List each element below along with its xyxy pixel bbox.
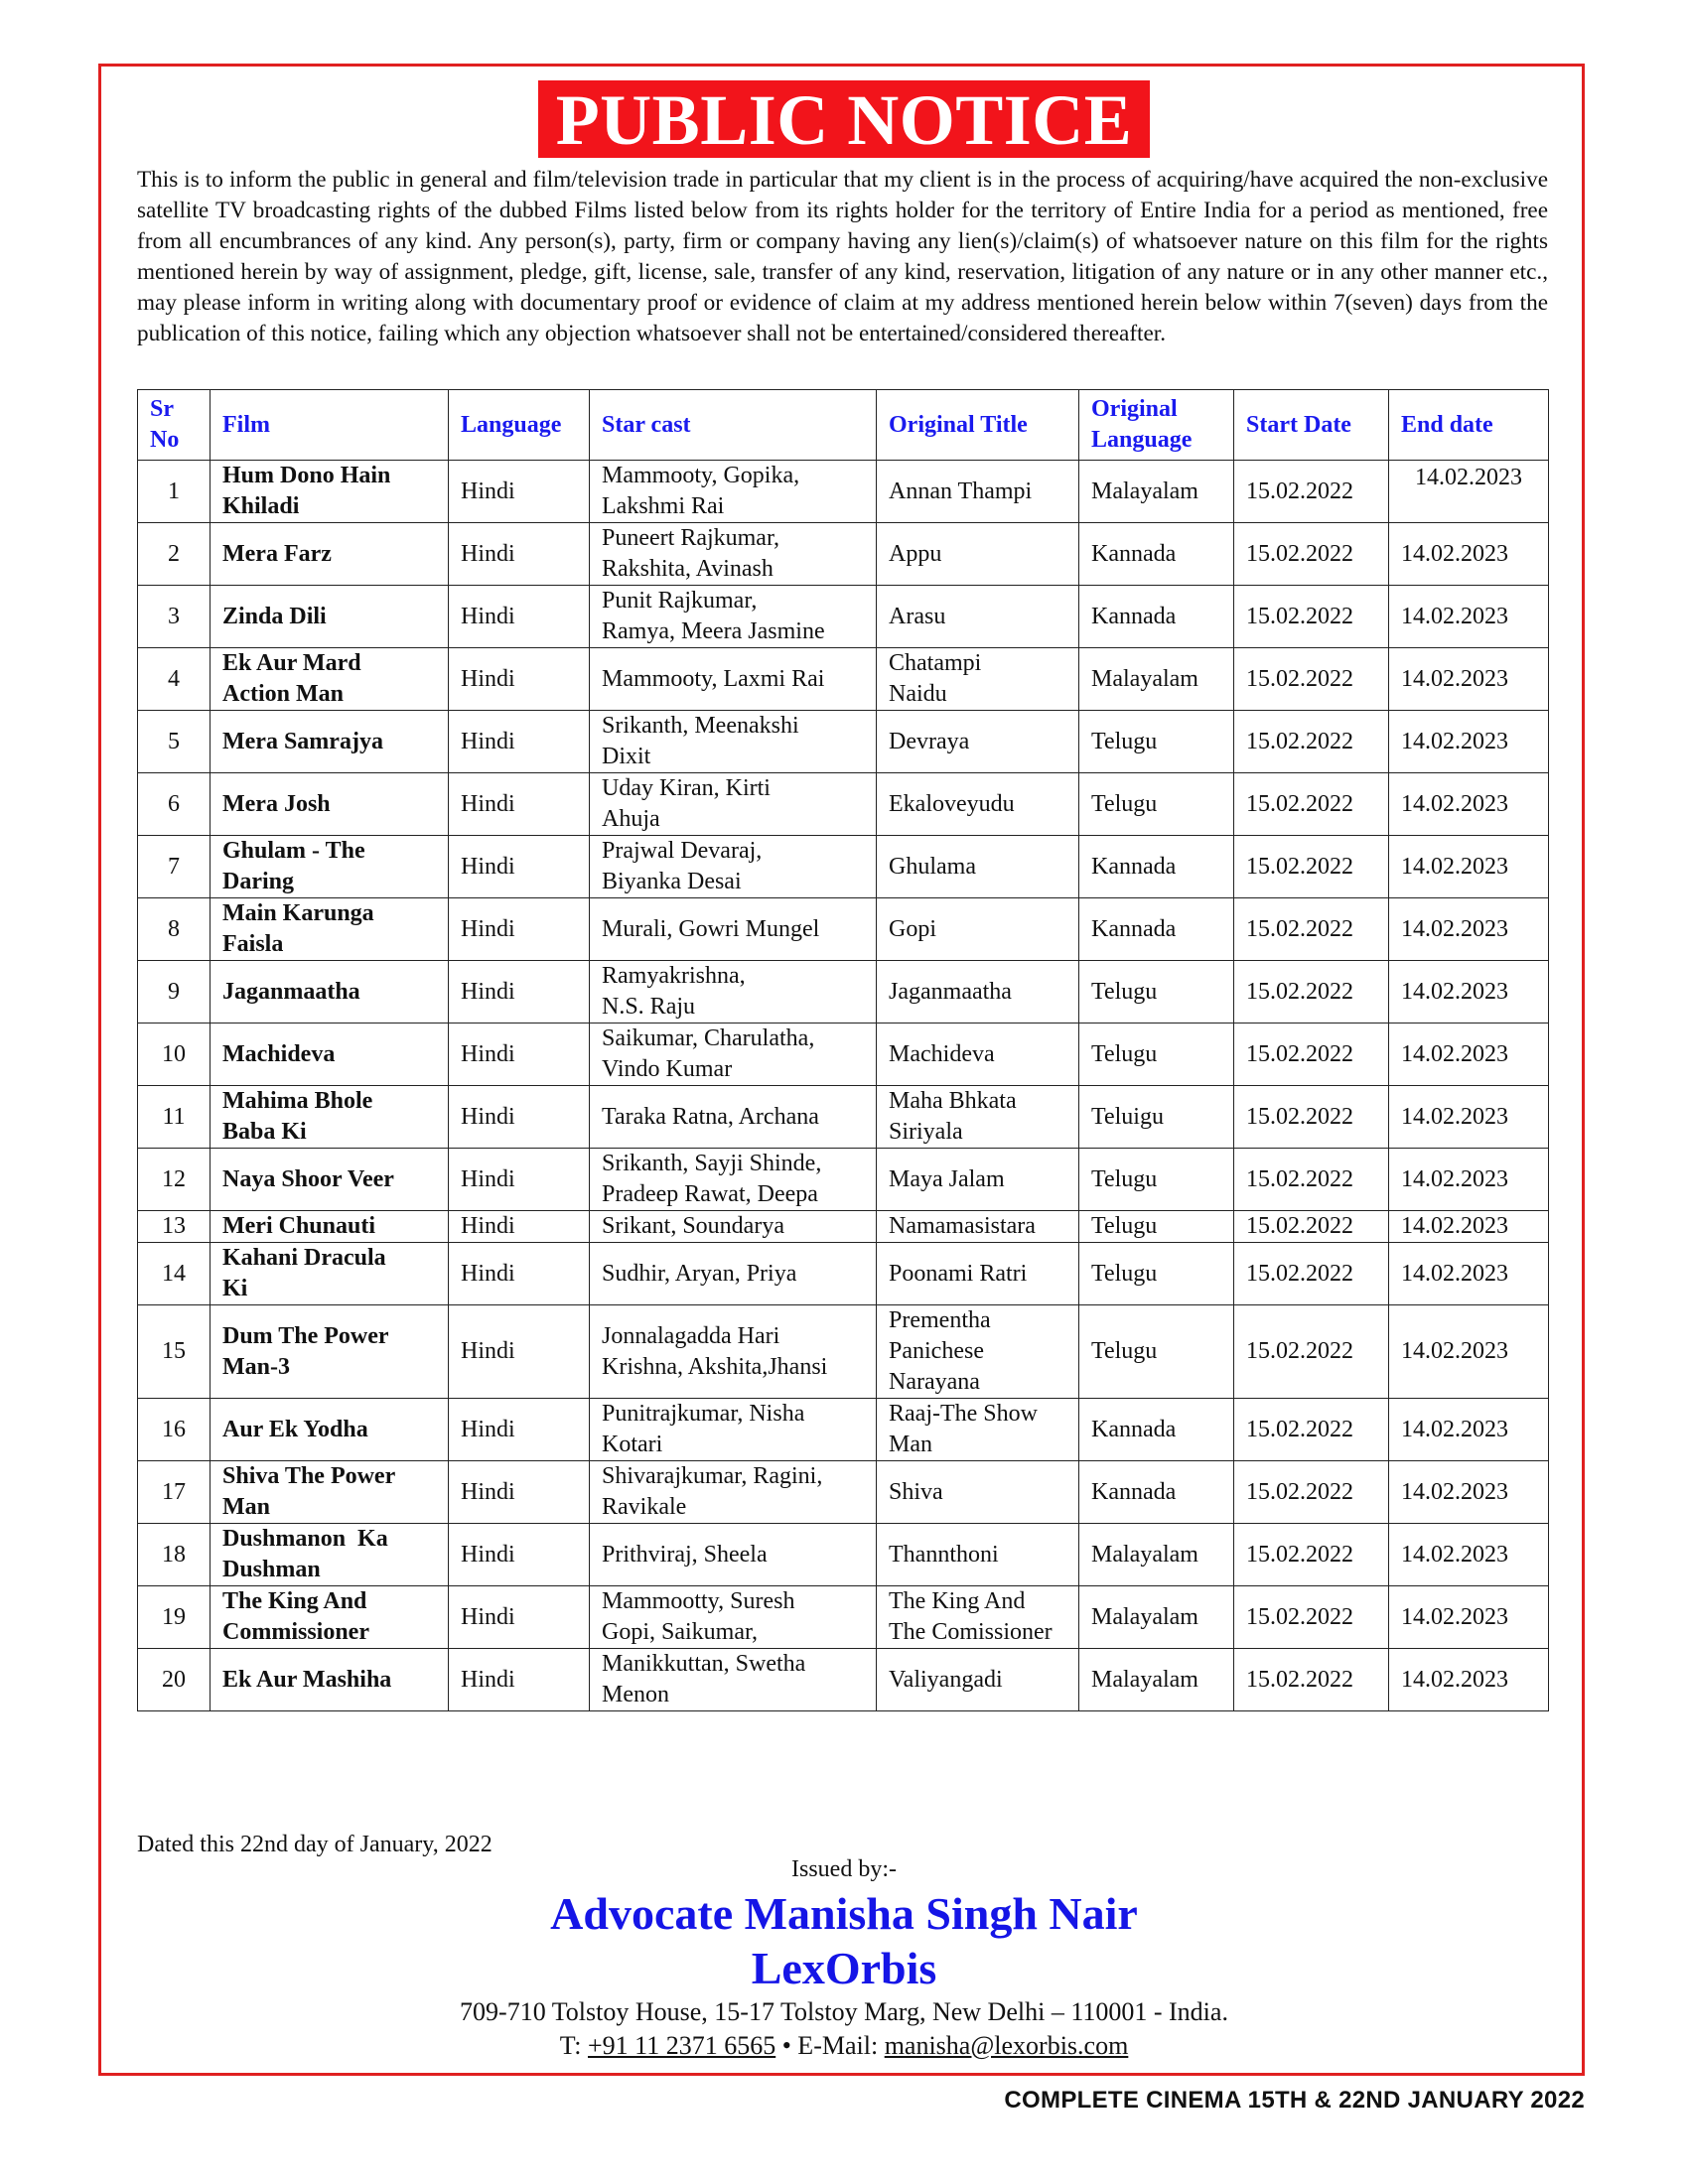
cell-line: Ek Aur Mashiha bbox=[222, 1666, 392, 1693]
table-row bbox=[138, 1149, 1549, 1211]
cell-sr: 10 bbox=[138, 1024, 211, 1086]
cell-star-cast bbox=[590, 461, 877, 523]
header-language: Language bbox=[449, 390, 590, 461]
notice-intro: This is to inform the public in general and film/television trade in particular that my client is in the process of acquiring/have acquired the non-exclusive satellite TV broadcasting rights of the dubbed Films listed below from its rights holder for the territory of Entire India for a period as mentioned, free from all encumbrances of any kind. Any person(s), party, firm or company having any lien(s)/claim(s) of whatsoever nature on this film for the rights mentioned herein by way of assignment, pledge, gift, license, sale, transfer of any kind, reservation, litigation of any nature or in any other manner etc., may please inform in writing along with documentary proof or evidence of claim at my address mentioned herein below within 7(seven) days from the publication of this notice, failing which any objection whatsoever shall not be entertained/considered thereafter. bbox=[137, 167, 1548, 346]
cell-line: Maha Bhkata bbox=[889, 1088, 1017, 1114]
cell-line: Dum The Power bbox=[222, 1322, 389, 1349]
cell-line: Valiyangadi bbox=[889, 1666, 1003, 1693]
email-link[interactable]: manisha@lexorbis.com bbox=[884, 2031, 1129, 2060]
cell-film bbox=[211, 586, 449, 648]
cell-sr: 18 bbox=[138, 1524, 211, 1586]
cell-line: Ravikale bbox=[602, 1494, 687, 1520]
cell-star-cast bbox=[590, 1149, 877, 1211]
header-original-title: Original Title bbox=[877, 390, 1079, 461]
cell-line: Narayana bbox=[889, 1369, 980, 1395]
cell-original-title bbox=[877, 961, 1079, 1024]
cell-line: Panichese bbox=[889, 1338, 984, 1364]
cell-original-language: Telugu bbox=[1079, 1243, 1234, 1305]
cell-line: Krishna, Akshita,Jhansi bbox=[602, 1353, 828, 1380]
cell-line: Sudhir, Aryan, Priya bbox=[602, 1260, 797, 1287]
cell-original-language: Kannada bbox=[1079, 898, 1234, 961]
cell-film bbox=[211, 523, 449, 586]
header-film: Film bbox=[211, 390, 449, 461]
cell-line: Mera Farz bbox=[222, 540, 332, 567]
cell-line: Aur Ek Yodha bbox=[222, 1416, 368, 1442]
cell-end-date: 14.02.2023 bbox=[1389, 1524, 1549, 1586]
cell-original-language: Telugu bbox=[1079, 1211, 1234, 1243]
cell-sr: 17 bbox=[138, 1461, 211, 1524]
table-row bbox=[138, 1086, 1549, 1149]
cell-original-title bbox=[877, 1149, 1079, 1211]
cell-line: Manikkuttan, Swetha bbox=[602, 1651, 806, 1677]
cell-sr: 9 bbox=[138, 961, 211, 1024]
cell-original-title bbox=[877, 1086, 1079, 1149]
title-wrap bbox=[0, 80, 1688, 158]
cell-star-cast bbox=[590, 523, 877, 586]
cell-film bbox=[211, 1399, 449, 1461]
cell-original-title bbox=[877, 1305, 1079, 1399]
cell-original-title bbox=[877, 1586, 1079, 1649]
cell-original-language: Kannada bbox=[1079, 1399, 1234, 1461]
cell-end-date: 14.02.2023 bbox=[1389, 586, 1549, 648]
cell-line: Mammooty, Laxmi Rai bbox=[602, 665, 825, 692]
cell-star-cast bbox=[590, 961, 877, 1024]
cell-original-title bbox=[877, 523, 1079, 586]
cell-start-date: 15.02.2022 bbox=[1234, 836, 1389, 898]
cell-line: Punit Rajkumar, bbox=[602, 588, 758, 614]
firm-name: LexOrbis bbox=[751, 1943, 937, 1993]
cell-line: Jaganmaatha bbox=[222, 978, 360, 1005]
cell-language: Hindi bbox=[449, 523, 590, 586]
cell-end-date: 14.02.2023 bbox=[1389, 1461, 1549, 1524]
cell-star-cast bbox=[590, 1461, 877, 1524]
cell-start-date: 15.02.2022 bbox=[1234, 1305, 1389, 1399]
cell-start-date: 15.02.2022 bbox=[1234, 961, 1389, 1024]
cell-film bbox=[211, 711, 449, 773]
table-row bbox=[138, 1243, 1549, 1305]
cell-sr: 15 bbox=[138, 1305, 211, 1399]
cell-end-date: 14.02.2023 bbox=[1389, 1649, 1549, 1711]
cell-original-language: Telugu bbox=[1079, 1024, 1234, 1086]
cell-line: Man bbox=[222, 1494, 270, 1520]
cell-film bbox=[211, 1461, 449, 1524]
cell-line: Kotari bbox=[602, 1432, 663, 1457]
cell-star-cast bbox=[590, 773, 877, 836]
cell-line: Mammooty, Gopika, bbox=[602, 463, 800, 488]
cell-line: Shivarajkumar, Ragini, bbox=[602, 1463, 823, 1489]
cell-line: Gopi, Saikumar, bbox=[602, 1619, 759, 1645]
cell-line: The King And bbox=[889, 1588, 1026, 1614]
cell-language: Hindi bbox=[449, 1524, 590, 1586]
cell-language: Hindi bbox=[449, 1649, 590, 1711]
cell-end-date: 14.02.2023 bbox=[1389, 773, 1549, 836]
cell-film bbox=[211, 648, 449, 711]
cell-line: The King And bbox=[222, 1588, 367, 1614]
table-row bbox=[138, 648, 1549, 711]
cell-original-title bbox=[877, 773, 1079, 836]
cell-sr: 2 bbox=[138, 523, 211, 586]
cell-line: Khiladi bbox=[222, 493, 300, 519]
cell-line: Poonami Ratri bbox=[889, 1260, 1028, 1287]
cell-line: Kahani Dracula bbox=[222, 1245, 386, 1271]
cell-line: Shiva The Power bbox=[222, 1463, 396, 1489]
cell-star-cast bbox=[590, 711, 877, 773]
header-end-date: End date bbox=[1389, 390, 1549, 461]
cell-start-date: 15.02.2022 bbox=[1234, 523, 1389, 586]
cell-end-date: 14.02.2023 bbox=[1389, 961, 1549, 1024]
cell-sr: 13 bbox=[138, 1211, 211, 1243]
cell-end-date: 14.02.2023 bbox=[1389, 1024, 1549, 1086]
cell-end-date: 14.02.2023 bbox=[1389, 1305, 1549, 1399]
cell-original-title bbox=[877, 1461, 1079, 1524]
cell-end-date: 14.02.2023 bbox=[1389, 1243, 1549, 1305]
cell-language: Hindi bbox=[449, 1024, 590, 1086]
cell-sr: 11 bbox=[138, 1086, 211, 1149]
cell-film bbox=[211, 1086, 449, 1149]
cell-line: Srikanth, Meenakshi bbox=[602, 713, 799, 739]
cell-film bbox=[211, 773, 449, 836]
cell-line: Prementha bbox=[889, 1307, 991, 1333]
cell-line: Chatampi bbox=[889, 650, 982, 676]
cell-sr: 5 bbox=[138, 711, 211, 773]
cell-original-title bbox=[877, 1211, 1079, 1243]
cell-line: Main Karunga bbox=[222, 900, 374, 926]
table-row bbox=[138, 773, 1549, 836]
cell-original-language: Teluigu bbox=[1079, 1086, 1234, 1149]
cell-line: Raaj-The Show bbox=[889, 1401, 1038, 1427]
cell-original-title bbox=[877, 1024, 1079, 1086]
cell-original-language: Malayalam bbox=[1079, 648, 1234, 711]
table-row bbox=[138, 1399, 1549, 1461]
cell-end-date: 14.02.2023 bbox=[1389, 523, 1549, 586]
cell-line: Ekaloveyudu bbox=[889, 790, 1015, 817]
cell-line: Annan Thampi bbox=[889, 478, 1033, 504]
cell-original-language: Kannada bbox=[1079, 586, 1234, 648]
cell-original-language: Malayalam bbox=[1079, 1524, 1234, 1586]
header-sr: Sr No bbox=[138, 390, 211, 461]
table-row bbox=[138, 1024, 1549, 1086]
cell-original-title bbox=[877, 586, 1079, 648]
cell-language: Hindi bbox=[449, 1586, 590, 1649]
cell-language: Hindi bbox=[449, 461, 590, 523]
table-row bbox=[138, 1211, 1549, 1243]
cell-line: Prajwal Devaraj, bbox=[602, 838, 763, 864]
cell-line: Ahuja bbox=[602, 806, 660, 832]
cell-language: Hindi bbox=[449, 1149, 590, 1211]
cell-language: Hindi bbox=[449, 961, 590, 1024]
cell-star-cast bbox=[590, 1649, 877, 1711]
cell-star-cast bbox=[590, 1024, 877, 1086]
cell-star-cast bbox=[590, 1524, 877, 1586]
cell-star-cast bbox=[590, 1305, 877, 1399]
cell-film bbox=[211, 1211, 449, 1243]
cell-film bbox=[211, 1149, 449, 1211]
dated-line: Dated this 22nd day of January, 2022 bbox=[137, 1832, 492, 1857]
cell-sr: 6 bbox=[138, 773, 211, 836]
cell-start-date: 15.02.2022 bbox=[1234, 1243, 1389, 1305]
cell-star-cast bbox=[590, 648, 877, 711]
cell-line: Ki bbox=[222, 1276, 248, 1301]
cell-start-date: 15.02.2022 bbox=[1234, 1086, 1389, 1149]
cell-line: Baba Ki bbox=[222, 1119, 307, 1145]
cell-line: Jaganmaatha bbox=[889, 978, 1012, 1005]
cell-sr: 8 bbox=[138, 898, 211, 961]
cell-film bbox=[211, 461, 449, 523]
cell-start-date: 15.02.2022 bbox=[1234, 1586, 1389, 1649]
table-row bbox=[138, 898, 1549, 961]
cell-star-cast bbox=[590, 1086, 877, 1149]
cell-original-title bbox=[877, 648, 1079, 711]
table-row bbox=[138, 961, 1549, 1024]
cell-star-cast bbox=[590, 586, 877, 648]
cell-line: N.S. Raju bbox=[602, 994, 696, 1020]
cell-line: The Comissioner bbox=[889, 1619, 1053, 1645]
cell-star-cast bbox=[590, 898, 877, 961]
cell-start-date: 15.02.2022 bbox=[1234, 648, 1389, 711]
cell-line: Dixit bbox=[602, 744, 651, 769]
cell-line: Prithviraj, Sheela bbox=[602, 1541, 768, 1568]
films-table bbox=[137, 389, 1549, 1711]
cell-start-date: 15.02.2022 bbox=[1234, 1461, 1389, 1524]
cell-start-date: 15.02.2022 bbox=[1234, 898, 1389, 961]
cell-start-date: 15.02.2022 bbox=[1234, 1149, 1389, 1211]
cell-line: Murali, Gowri Mungel bbox=[602, 915, 820, 942]
cell-sr: 20 bbox=[138, 1649, 211, 1711]
cell-star-cast bbox=[590, 1211, 877, 1243]
cell-sr: 3 bbox=[138, 586, 211, 648]
cell-original-language: Kannada bbox=[1079, 523, 1234, 586]
cell-sr: 14 bbox=[138, 1243, 211, 1305]
advocate-name: Advocate Manisha Singh Nair bbox=[550, 1888, 1138, 1939]
cell-line: Mera Josh bbox=[222, 790, 331, 817]
cell-star-cast bbox=[590, 1243, 877, 1305]
table-header-row bbox=[138, 390, 1549, 461]
header-start-date: Start Date bbox=[1234, 390, 1389, 461]
cell-language: Hindi bbox=[449, 1461, 590, 1524]
firm-address: 709-710 Tolstoy House, 15-17 Tolstoy Marg, New Delhi – 110001 - India. bbox=[460, 1997, 1228, 2026]
cell-line: Arasu bbox=[889, 603, 946, 629]
cell-language: Hindi bbox=[449, 586, 590, 648]
cell-line: Meri Chunauti bbox=[222, 1213, 376, 1239]
cell-language: Hindi bbox=[449, 898, 590, 961]
cell-language: Hindi bbox=[449, 836, 590, 898]
cell-line: Action Man bbox=[222, 681, 344, 707]
cell-end-date: 14.02.2023 bbox=[1389, 898, 1549, 961]
cell-line: Gopi bbox=[889, 915, 936, 942]
table-row bbox=[138, 836, 1549, 898]
cell-end-date: 14.02.2023 bbox=[1389, 1399, 1549, 1461]
header-star-cast: Star cast bbox=[590, 390, 877, 461]
cell-line: Machideva bbox=[222, 1040, 336, 1067]
cell-sr: 12 bbox=[138, 1149, 211, 1211]
cell-line: Vindo Kumar bbox=[602, 1056, 733, 1082]
cell-original-language: Telugu bbox=[1079, 711, 1234, 773]
cell-line: Dushman bbox=[222, 1557, 321, 1582]
cell-original-title bbox=[877, 711, 1079, 773]
cell-sr: 1 bbox=[138, 461, 211, 523]
cell-language: Hindi bbox=[449, 1243, 590, 1305]
cell-line: Appu bbox=[889, 540, 942, 567]
table-row bbox=[138, 586, 1549, 648]
cell-film bbox=[211, 1649, 449, 1711]
cell-line: Siriyala bbox=[889, 1119, 963, 1145]
cell-original-language: Telugu bbox=[1079, 773, 1234, 836]
cell-start-date: 15.02.2022 bbox=[1234, 711, 1389, 773]
table-row bbox=[138, 461, 1549, 523]
table-row bbox=[138, 1649, 1549, 1711]
cell-line: Jonnalagadda Hari bbox=[602, 1322, 780, 1349]
cell-sr: 4 bbox=[138, 648, 211, 711]
cell-sr: 16 bbox=[138, 1399, 211, 1461]
table-row bbox=[138, 711, 1549, 773]
cell-start-date: 15.02.2022 bbox=[1234, 773, 1389, 836]
cell-line: Uday Kiran, Kirti bbox=[602, 775, 771, 801]
cell-star-cast bbox=[590, 1399, 877, 1461]
cell-language: Hindi bbox=[449, 1305, 590, 1399]
cell-end-date: 14.02.2023 bbox=[1389, 1211, 1549, 1243]
cell-original-title bbox=[877, 1649, 1079, 1711]
cell-original-language: Telugu bbox=[1079, 1305, 1234, 1399]
cell-line: Saikumar, Charulatha, bbox=[602, 1025, 815, 1051]
cell-original-title bbox=[877, 898, 1079, 961]
cell-line: Ghulam - The bbox=[222, 838, 365, 864]
cell-original-language: Kannada bbox=[1079, 836, 1234, 898]
cell-original-title bbox=[877, 1243, 1079, 1305]
cell-line: Maya Jalam bbox=[889, 1165, 1005, 1192]
cell-film bbox=[211, 1305, 449, 1399]
cell-start-date: 15.02.2022 bbox=[1234, 1649, 1389, 1711]
cell-line: Man bbox=[889, 1432, 932, 1457]
cell-line: Shiva bbox=[889, 1478, 943, 1505]
cell-line: Ghulama bbox=[889, 853, 976, 880]
table-row bbox=[138, 523, 1549, 586]
cell-line: Thannthoni bbox=[889, 1541, 999, 1568]
cell-end-date: 14.02.2023 bbox=[1389, 648, 1549, 711]
phone-link[interactable]: +91 11 2371 6565 bbox=[588, 2031, 776, 2060]
cell-original-title bbox=[877, 1524, 1079, 1586]
cell-original-language: Kannada bbox=[1079, 1461, 1234, 1524]
cell-line: Hum Dono Hain bbox=[222, 463, 391, 488]
cell-line: Menon bbox=[602, 1682, 669, 1707]
cell-line: Ramyakrishna, bbox=[602, 963, 746, 989]
table-row bbox=[138, 1461, 1549, 1524]
cell-line: Pradeep Rawat, Deepa bbox=[602, 1181, 818, 1207]
cell-line: Lakshmi Rai bbox=[602, 493, 725, 519]
notice-title: PUBLIC NOTICE bbox=[538, 80, 1151, 158]
cell-original-language: Malayalam bbox=[1079, 1649, 1234, 1711]
cell-line: Faisla bbox=[222, 931, 284, 957]
cell-star-cast bbox=[590, 836, 877, 898]
contact-line bbox=[0, 2030, 1688, 2062]
cell-line: Srikant, Soundarya bbox=[602, 1213, 784, 1239]
table-row bbox=[138, 1586, 1549, 1649]
phone-label: T: bbox=[559, 2031, 588, 2060]
cell-line: Naidu bbox=[889, 681, 947, 707]
cell-language: Hindi bbox=[449, 773, 590, 836]
cell-star-cast bbox=[590, 1586, 877, 1649]
cell-original-language: Telugu bbox=[1079, 1149, 1234, 1211]
cell-line: Zinda Dili bbox=[222, 603, 327, 629]
cell-language: Hindi bbox=[449, 711, 590, 773]
table-row bbox=[138, 1524, 1549, 1586]
cell-line: Punitrajkumar, Nisha bbox=[602, 1401, 805, 1427]
cell-film bbox=[211, 898, 449, 961]
cell-start-date: 15.02.2022 bbox=[1234, 1524, 1389, 1586]
cell-end-date: 14.02.2023 bbox=[1389, 1586, 1549, 1649]
cell-line: Naya Shoor Veer bbox=[222, 1165, 394, 1192]
cell-start-date: 15.02.2022 bbox=[1234, 1399, 1389, 1461]
cell-line: Ek Aur Mard bbox=[222, 650, 361, 676]
cell-line: Mahima Bhole bbox=[222, 1088, 373, 1114]
cell-line: Srikanth, Sayji Shinde, bbox=[602, 1151, 822, 1176]
cell-language: Hindi bbox=[449, 1211, 590, 1243]
cell-line: Taraka Ratna, Archana bbox=[602, 1103, 819, 1130]
email-label: • E-Mail: bbox=[775, 2031, 885, 2060]
cell-line: Man-3 bbox=[222, 1353, 290, 1380]
cell-original-title bbox=[877, 836, 1079, 898]
cell-line: Puneert Rajkumar, bbox=[602, 525, 779, 551]
cell-line: Devraya bbox=[889, 728, 970, 754]
cell-language: Hindi bbox=[449, 1399, 590, 1461]
cell-start-date: 15.02.2022 bbox=[1234, 1211, 1389, 1243]
cell-end-date: 14.02.2023 bbox=[1389, 1086, 1549, 1149]
cell-line: Mera Samrajya bbox=[222, 728, 383, 754]
cell-original-language: Malayalam bbox=[1079, 1586, 1234, 1649]
cell-line: Machideva bbox=[889, 1040, 995, 1067]
cell-sr: 7 bbox=[138, 836, 211, 898]
cell-end-date: 14.02.2023 bbox=[1389, 711, 1549, 773]
cell-film bbox=[211, 961, 449, 1024]
cell-film bbox=[211, 1524, 449, 1586]
cell-end-date: 14.02.2023 bbox=[1389, 836, 1549, 898]
cell-line: Dushmanon Ka bbox=[222, 1526, 388, 1552]
cell-language: Hindi bbox=[449, 1086, 590, 1149]
cell-start-date: 15.02.2022 bbox=[1234, 586, 1389, 648]
cell-film bbox=[211, 1586, 449, 1649]
cell-original-language: Telugu bbox=[1079, 961, 1234, 1024]
cell-line: Ramya, Meera Jasmine bbox=[602, 618, 825, 644]
cell-end-date: 14.02.2023 bbox=[1389, 461, 1549, 523]
cell-line: Daring bbox=[222, 869, 294, 894]
cell-original-language: Malayalam bbox=[1079, 461, 1234, 523]
cell-line: Biyanka Desai bbox=[602, 869, 742, 894]
cell-line: Namamasistara bbox=[889, 1213, 1036, 1239]
header-original-language: Original Language bbox=[1079, 390, 1234, 461]
cell-film bbox=[211, 836, 449, 898]
cell-film bbox=[211, 1243, 449, 1305]
cell-start-date: 15.02.2022 bbox=[1234, 461, 1389, 523]
cell-original-title bbox=[877, 461, 1079, 523]
cell-line: Rakshita, Avinash bbox=[602, 556, 774, 582]
cell-language: Hindi bbox=[449, 648, 590, 711]
cell-start-date: 15.02.2022 bbox=[1234, 1024, 1389, 1086]
cell-line: Mammootty, Suresh bbox=[602, 1588, 795, 1614]
publication-footer: COMPLETE CINEMA 15TH & 22ND JANUARY 2022 bbox=[1004, 2087, 1585, 2114]
cell-sr: 19 bbox=[138, 1586, 211, 1649]
cell-film bbox=[211, 1024, 449, 1086]
cell-line: Commissioner bbox=[222, 1619, 369, 1645]
issued-by: Issued by:- bbox=[791, 1856, 897, 1882]
cell-end-date: 14.02.2023 bbox=[1389, 1149, 1549, 1211]
cell-original-title bbox=[877, 1399, 1079, 1461]
table-row bbox=[138, 1305, 1549, 1399]
